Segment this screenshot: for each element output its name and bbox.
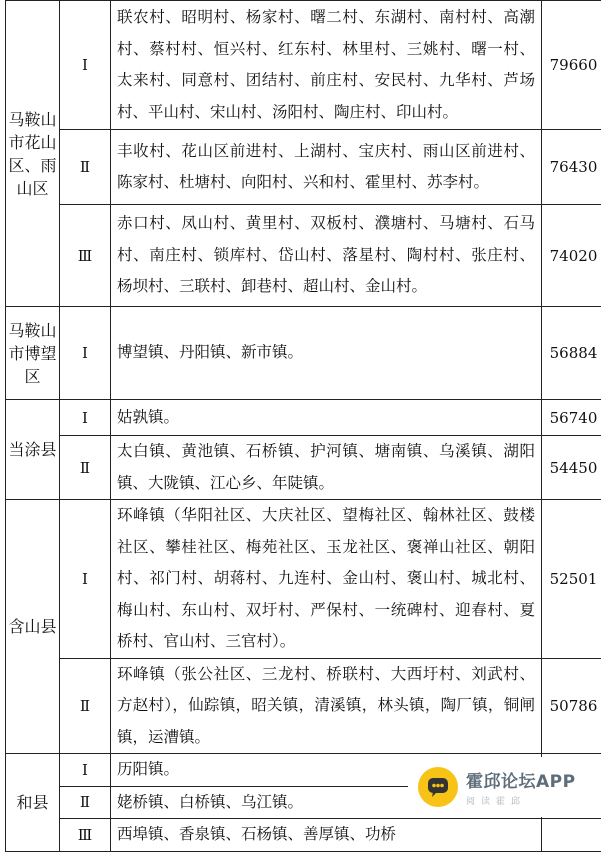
value-cell: 79660	[542, 1, 601, 130]
table-row	[6, 400, 601, 436]
villages-cell: 赤口村、凤山村、黄里村、双板村、濮塘村、马塘村、石马村、南庄村、锁库村、岱山村、落星村、陶村村、张庄村、杨坝村、三联村、卸巷村、超山村、金山村。	[111, 205, 542, 307]
villages-cell: 历阳镇。	[111, 754, 542, 787]
chat-bubble-icon	[418, 767, 458, 807]
region-cell: 和县	[6, 754, 60, 852]
table-row	[6, 436, 601, 500]
table-row	[6, 658, 601, 754]
value-cell: 50786	[542, 658, 601, 754]
table-row	[6, 205, 601, 307]
villages-cell: 姑孰镇。	[111, 400, 542, 436]
tier-cell: Ⅱ	[60, 130, 111, 205]
villages-cell: 环峰镇（张公社区、三龙村、桥联村、大西圩村、刘武村、方赵村），仙踪镇，昭关镇，清溪镇，林头镇，陶厂镇，铜闸镇，运漕镇。	[111, 658, 542, 754]
table-row	[6, 500, 601, 659]
villages-cell: 联农村、昭明村、杨家村、曙二村、东湖村、南村村、高潮村、蔡村村、恒兴村、红东村、林里村、三姚村、曙一村、太来村、同意村、团结村、前庄村、安民村、九华村、芦场村、平山村、宋山村、汤阳村、陶庄村、印山村。	[111, 1, 542, 130]
villages-cell: 博望镇、丹阳镇、新市镇。	[111, 307, 542, 400]
tier-cell: Ⅲ	[60, 819, 111, 852]
tier-cell: Ⅱ	[60, 786, 111, 819]
region-cell: 马鞍山市花山区、雨山区	[6, 1, 60, 307]
tier-cell: Ⅲ	[60, 205, 111, 307]
watermark-subtitle: 阅读霍邱	[466, 794, 576, 807]
tier-cell: Ⅱ	[60, 658, 111, 754]
value-cell: 76430	[542, 130, 601, 205]
villages-cell: 西埠镇、香泉镇、石杨镇、善厚镇、功桥	[111, 819, 542, 852]
tier-cell: Ⅰ	[60, 500, 111, 659]
villages-cell: 姥桥镇、白桥镇、乌江镇。	[111, 786, 542, 819]
tier-cell: Ⅰ	[60, 1, 111, 130]
watermark-title: 霍邱论坛APP	[466, 767, 576, 792]
villages-cell: 丰收村、花山区前进村、上湖村、宝庆村、雨山区前进村、陈家村、杜塘村、向阳村、兴和村、霍里村、苏李村。	[111, 130, 542, 205]
tier-cell: Ⅰ	[60, 754, 111, 787]
table-row	[6, 130, 601, 205]
tier-cell: Ⅰ	[60, 400, 111, 436]
villages-cell: 太白镇、黄池镇、石桥镇、护河镇、塘南镇、乌溪镇、湖阳镇、大陇镇、江心乡、年陡镇。	[111, 436, 542, 500]
table-row	[6, 1, 601, 130]
wage-standard-table	[5, 0, 601, 852]
value-cell: 54450	[542, 436, 601, 500]
value-cell	[542, 819, 601, 852]
tier-cell: Ⅱ	[60, 436, 111, 500]
value-cell: 56740	[542, 400, 601, 436]
villages-cell: 环峰镇（华阳社区、大庆社区、望梅社区、翰林社区、鼓楼社区、攀桂社区、梅苑社区、玉龙社区、褒禅山社区、朝阳村、祁门村、胡蒋村、九连村、金山村、褒山村、城北村、梅山村、东山村、双圩村、严保村、一统碑村、迎春村、夏桥村、官山村、三官村）。	[111, 500, 542, 659]
value-cell: 52501	[542, 500, 601, 659]
region-cell: 马鞍山市博望区	[6, 307, 60, 400]
region-cell: 当涂县	[6, 400, 60, 500]
region-cell: 含山县	[6, 500, 60, 754]
table-row	[6, 307, 601, 400]
value-cell: 74020	[542, 205, 601, 307]
app-watermark	[408, 757, 601, 817]
tier-cell: Ⅰ	[60, 307, 111, 400]
table-row	[6, 819, 601, 852]
value-cell: 56884	[542, 307, 601, 400]
